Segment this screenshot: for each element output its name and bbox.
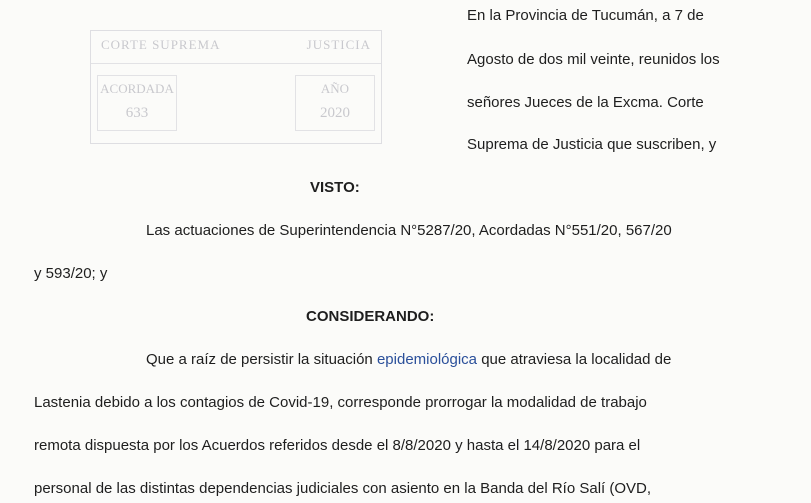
considerando-line-3: remota dispuesta por los Acuerdos referidos desde el 8/8/2020 y hasta el 14/8/2020 para el (34, 437, 641, 454)
intro-line-1: En la Provincia de Tucumán, a 7 de (467, 7, 704, 24)
intro-line-2: Agosto de dos mil veinte, reunidos los (467, 51, 720, 68)
visto-line-1: Las actuaciones de Superintendencia N°5287/20, Acordadas N°551/20, 567/20 (146, 222, 672, 239)
stamp-header-right: JUSTICIA (306, 37, 371, 52)
stamp-left-label: ACORDADA (100, 81, 174, 96)
stamp-right-label: AÑO (320, 81, 350, 96)
stamp-left-value: 633 (125, 105, 149, 121)
visto-line-2: y 593/20; y (34, 265, 108, 282)
stamp-right-value: 2020 (320, 105, 350, 121)
considerando-line-1 (146, 350, 671, 370)
considerando-heading: CONSIDERANDO: (306, 308, 435, 325)
intro-line-3: señores Jueces de la Excma. Corte (467, 94, 704, 111)
stamp-header (91, 37, 381, 64)
considerando-highlight-word: epidemiológica (376, 351, 478, 368)
visto-heading: VISTO: (310, 179, 360, 196)
considerando-line-1-post: que atraviesa la localidad de (477, 351, 672, 368)
considerando-line-2: Lastenia debido a los contagios de Covid-19, corresponde prorrogar la modalidad de trabajo (34, 394, 647, 411)
official-stamp (90, 30, 382, 144)
stamp-cell-acordada (97, 75, 177, 131)
intro-line-4: Suprema de Justicia que suscriben, y (467, 136, 717, 153)
stamp-cell-year (295, 75, 375, 131)
stamp-header-left: CORTE SUPREMA (101, 37, 221, 52)
considerando-line-4: personal de las distintas dependencias judiciales con asiento en la Banda del Río Salí (OVD, (34, 480, 652, 497)
considerando-line-1-pre: Que a raíz de persistir la situación (146, 351, 377, 368)
